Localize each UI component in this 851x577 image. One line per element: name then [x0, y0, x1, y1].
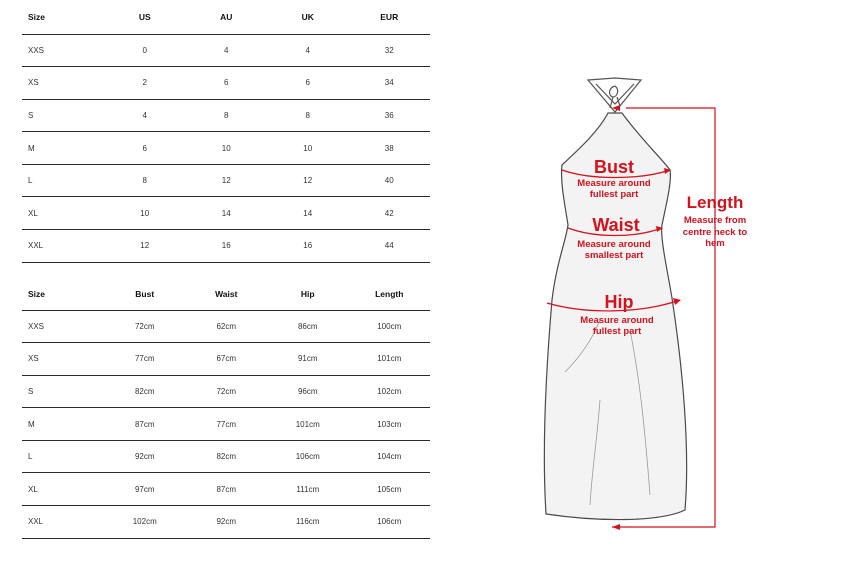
column-header-length: Length [375, 288, 404, 299]
size-cell: M [22, 132, 104, 165]
column-header-eur: EUR [380, 11, 399, 22]
value-cell-waist: 87cm [186, 473, 268, 506]
value-cell-au: 8 [186, 99, 268, 132]
bust-desc-line2: fullest part [589, 189, 639, 200]
size-cell: XXL [22, 230, 104, 263]
value-cell-eur: 38 [349, 132, 431, 165]
measurement-row-xl [22, 473, 430, 506]
column-header-au: AU [220, 11, 233, 22]
column-header-size: Size [28, 288, 46, 299]
hip-desc-line1: Measure around [580, 315, 654, 326]
value-cell-au: 4 [186, 34, 268, 67]
size-cell: XXS [22, 34, 104, 67]
value-cell-eur: 44 [349, 230, 431, 263]
value-cell-au: 6 [186, 67, 268, 100]
value-cell-bust: 87cm [104, 408, 186, 441]
value-cell-bust: 97cm [104, 473, 186, 506]
value-cell-uk: 8 [267, 99, 349, 132]
conversion-row-xs [22, 67, 430, 100]
conversion-row-xxl [22, 230, 430, 263]
value-cell-eur: 36 [349, 99, 431, 132]
value-cell-length: 104cm [349, 440, 431, 473]
value-cell-hip: 96cm [267, 375, 349, 408]
value-cell-uk: 6 [267, 67, 349, 100]
value-cell-us: 12 [104, 230, 186, 263]
value-cell-au: 10 [186, 132, 268, 165]
value-cell-eur: 34 [349, 67, 431, 100]
measurement-row-xxl [22, 506, 430, 539]
size-cell: S [22, 99, 104, 132]
value-cell-hip: 101cm [267, 408, 349, 441]
measurement-row-xs [22, 343, 430, 376]
conversion-row-s [22, 99, 430, 132]
size-cell: M [22, 408, 104, 441]
column-header-uk: UK [301, 11, 314, 22]
value-cell-hip: 91cm [267, 343, 349, 376]
value-cell-waist: 67cm [186, 343, 268, 376]
value-cell-uk: 14 [267, 197, 349, 230]
value-cell-waist: 82cm [186, 440, 268, 473]
value-cell-bust: 77cm [104, 343, 186, 376]
value-cell-uk: 12 [267, 164, 349, 197]
value-cell-bust: 82cm [104, 375, 186, 408]
value-cell-length: 106cm [349, 506, 431, 539]
value-cell-us: 0 [104, 34, 186, 67]
size-cell: XS [22, 343, 104, 376]
measurement-row-l [22, 440, 430, 473]
value-cell-eur: 42 [349, 197, 431, 230]
waist-desc-line2: smallest part [584, 250, 644, 261]
value-cell-length: 100cm [349, 310, 431, 343]
measurement-row-s [22, 375, 430, 408]
size-cell: XL [22, 473, 104, 506]
size-cell: XXS [22, 310, 104, 343]
column-header-hip: Hip [300, 288, 315, 299]
hip-desc-line2: fullest part [592, 326, 642, 337]
value-cell-us: 6 [104, 132, 186, 165]
waist-title: Waist [592, 215, 640, 235]
value-cell-length: 101cm [349, 343, 431, 376]
table-header-row [22, 0, 430, 34]
measurement-row-m [22, 408, 430, 441]
size-cell: XS [22, 67, 104, 100]
conversion-row-l [22, 164, 430, 197]
value-cell-waist: 92cm [186, 506, 268, 539]
column-header-size: Size [28, 11, 46, 22]
value-cell-hip: 86cm [267, 310, 349, 343]
waist-desc-line1: Measure around [577, 239, 651, 250]
table-header-row [22, 278, 430, 310]
length-title: Length [686, 193, 744, 212]
size-cell: S [22, 375, 104, 408]
length-desc-line2: centre neck to [682, 227, 748, 238]
value-cell-us: 10 [104, 197, 186, 230]
size-cell: XL [22, 197, 104, 230]
halter-neck-illustration [588, 78, 641, 112]
value-cell-eur: 32 [349, 34, 431, 67]
value-cell-length: 105cm [349, 473, 431, 506]
value-cell-length: 103cm [349, 408, 431, 441]
size-cell: L [22, 164, 104, 197]
column-header-waist: Waist [215, 288, 238, 299]
length-desc-line1: Measure from [683, 215, 747, 226]
value-cell-uk: 10 [267, 132, 349, 165]
bust-desc-line1: Measure around [577, 178, 651, 189]
size-cell: L [22, 440, 104, 473]
bust-title: Bust [594, 157, 634, 177]
value-cell-waist: 77cm [186, 408, 268, 441]
conversion-row-xl [22, 197, 430, 230]
value-cell-hip: 111cm [267, 473, 349, 506]
value-cell-waist: 72cm [186, 375, 268, 408]
value-cell-bust: 92cm [104, 440, 186, 473]
value-cell-hip: 116cm [267, 506, 349, 539]
size-measurement-table [22, 278, 430, 539]
value-cell-us: 4 [104, 99, 186, 132]
value-cell-au: 16 [186, 230, 268, 263]
conversion-row-xxs [22, 34, 430, 67]
value-cell-au: 14 [186, 197, 268, 230]
length-desc-line3: hem [705, 238, 725, 249]
value-cell-uk: 4 [267, 34, 349, 67]
value-cell-us: 8 [104, 164, 186, 197]
conversion-row-m [22, 132, 430, 165]
measurement-row-xxs [22, 310, 430, 343]
value-cell-waist: 62cm [186, 310, 268, 343]
size-cell: XXL [22, 506, 104, 539]
value-cell-uk: 16 [267, 230, 349, 263]
column-header-bust: Bust [135, 288, 155, 299]
size-conversion-table [22, 0, 430, 263]
value-cell-us: 2 [104, 67, 186, 100]
value-cell-length: 102cm [349, 375, 431, 408]
value-cell-hip: 106cm [267, 440, 349, 473]
dress-measurement-diagram [540, 70, 850, 540]
value-cell-bust: 72cm [104, 310, 186, 343]
value-cell-bust: 102cm [104, 506, 186, 539]
value-cell-eur: 40 [349, 164, 431, 197]
value-cell-au: 12 [186, 164, 268, 197]
column-header-us: US [138, 11, 151, 22]
hip-title: Hip [604, 292, 634, 312]
